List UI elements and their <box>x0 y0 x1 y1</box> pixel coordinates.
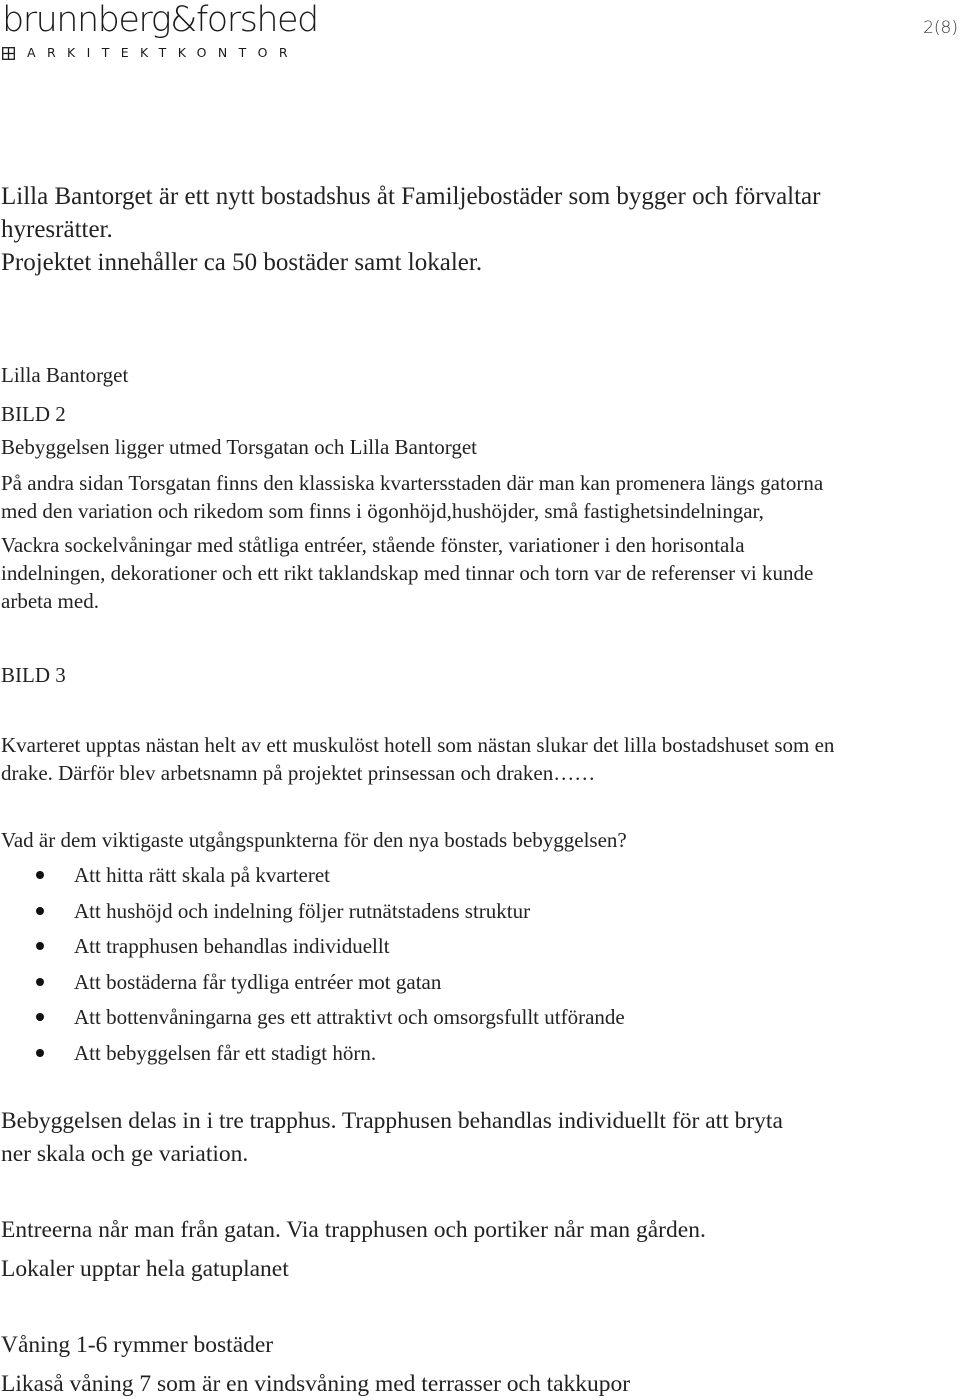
list-item-text: Att hitta rätt skala på kvarteret <box>74 863 330 887</box>
closing-line: Likaså våning 7 som är en vindsvåning med terrasser och takkupor <box>1 1371 631 1397</box>
question-line: Vad är dem viktigaste utgångspunkterna för den nya bostads bebyggelsen? <box>1 828 627 852</box>
section-title: Lilla Bantorget <box>1 363 129 387</box>
closing-line: ner skala och ge variation. <box>1 1141 249 1167</box>
list-item-text: Att bostäderna får tydliga entréer mot gatan <box>74 969 442 994</box>
bullet-icon <box>36 907 44 915</box>
bild2-line: med den variation och rikedom som finns i ögonhöjd,hushöjder, små fastighetsindelningar, <box>1 499 764 523</box>
list-item <box>0 1036 625 1072</box>
list-item <box>0 858 625 894</box>
closing-line: Lokaler upptar hela gatuplanet <box>1 1256 289 1282</box>
window-grid-icon <box>2 47 15 60</box>
list-item <box>0 929 625 965</box>
list-item <box>0 965 625 1001</box>
bild2-line: indelningen, dekorationer och ett rikt taklandskap med tinnar och torn var de referenser vi kunde <box>1 561 814 585</box>
intro-line: hyresrätter. <box>1 216 113 243</box>
bild2-line: arbeta med. <box>1 589 99 613</box>
closing-line: Entreerna når man från gatan. Via trapphusen och portiker når man gården. <box>1 1217 706 1243</box>
bullet-icon <box>36 942 44 950</box>
list-item <box>0 1000 625 1036</box>
bild2-line: Bebyggelsen ligger utmed Torsgatan och Lilla Bantorget <box>1 435 477 459</box>
criteria-list <box>0 858 625 1072</box>
bullet-icon <box>36 1049 44 1057</box>
bild3-line: Kvarteret upptas nästan helt av ett muskulöst hotell som nästan slukar det lilla bostadshuset som en <box>1 733 835 757</box>
page-number: 2(8) <box>923 18 958 38</box>
closing-line: Bebyggelsen delas in i tre trapphus. Trapphusen behandlas individuellt för att bryta <box>1 1108 783 1134</box>
bild2-heading: BILD 2 <box>1 402 66 426</box>
logo-tagline: ARKITEKTKONTOR <box>27 45 299 60</box>
intro-line: Lilla Bantorget är ett nytt bostadshus åt Familjebostäder som bygger och förvaltar <box>1 183 821 210</box>
logo-subline <box>2 44 299 62</box>
list-item-text: Att bebyggelsen får ett stadigt hörn. <box>74 1040 377 1065</box>
list-item-text: Att bottenvåningarna ges ett attraktivt och omsorgsfullt utförande <box>74 1005 625 1030</box>
intro-paragraph <box>1 180 820 279</box>
bullet-icon <box>36 978 44 986</box>
list-item-text: Att hushöjd och indelning följer rutnätstadens struktur <box>74 898 531 923</box>
bullet-icon <box>36 1013 44 1021</box>
bild3-line: drake. Därför blev arbetsnamn på projektet prinsessan och draken…… <box>1 761 596 785</box>
company-logo <box>2 0 318 70</box>
list-item <box>0 894 625 930</box>
list-item-text: Att trapphusen behandlas individuellt <box>74 934 390 959</box>
intro-line: Projektet innehåller ca 50 bostäder samt lokaler. <box>1 249 483 276</box>
logo-wordmark: brunnberg&forshed <box>2 0 318 40</box>
bullet-icon <box>36 871 44 879</box>
bild2-line: På andra sidan Torsgatan finns den klassiska kvartersstaden där man kan promenera längs gatorna <box>1 471 824 495</box>
closing-line: Våning 1-6 rymmer bostäder <box>1 1332 274 1358</box>
bild3-heading: BILD 3 <box>1 663 66 687</box>
bild2-line: Vackra sockelvåningar med ståtliga entréer, stående fönster, variationer i den horisontala <box>1 533 745 557</box>
